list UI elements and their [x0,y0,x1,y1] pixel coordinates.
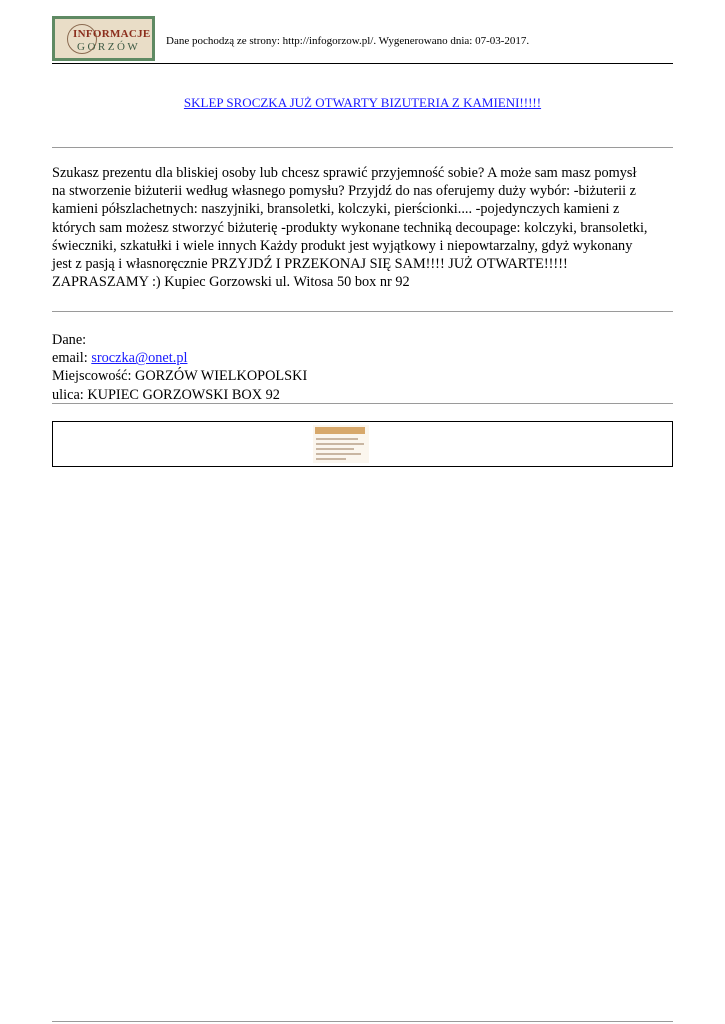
source-note: Dane pochodzą ze strony: http://infogorzow.pl/. Wygenerowano dnia: 07-03-2017. [166,35,530,47]
street-row: ulica: KUPIEC GORZOWSKI BOX 92 [52,386,280,403]
thumbnail-line [316,438,358,440]
body-line: jest z pasją i własnoręcznie PRZYJDŹ I PRZEKONAJ SIĘ SAM!!!! JUŻ OTWARTE!!!!! [52,256,568,273]
title-divider [52,147,673,148]
article-body [52,164,677,291]
shop-thumbnail-image[interactable] [313,425,369,463]
logo-background [55,19,152,58]
article-title-link[interactable]: SKLEP SROCZKA JUŻ OTWARTY BIZUTERIA Z KAMIENI!!!!! [183,95,542,110]
thumbnail-line [316,453,361,455]
thumbnail-line [316,448,354,450]
email-link[interactable]: sroczka@onet.pl [91,350,188,367]
header-divider [52,63,673,64]
footer-divider [52,1021,673,1022]
body-line: Szukasz prezentu dla bliskiej osoby lub chcesz sprawić przyjemność sobie? A może sam masz pomysł [52,165,637,181]
body-line: na stworzenie biżuterii według własnego pomysłu? Przyjdź do nas oferujemy duży wybór: -biżuterii z [52,183,637,200]
body-line: kamieni półszlachetnych: naszyjniki, bransoletki, kolczyki, pierścionki.... -pojedynczych kamieni z [52,201,620,218]
image-frame [52,421,673,467]
body-line: ZAPRASZAMY :) Kupiec Gorzowski ul. Witosa 50 box nr 92 [52,274,410,291]
logo-text-top: INFORMACJE [73,28,151,40]
thumbnail-banner [315,427,365,434]
details-heading: Dane: [52,332,87,348]
thumbnail-line [316,443,364,445]
email-row [52,349,673,367]
body-divider [52,311,673,312]
logo-text-bottom: GORZÓW [77,41,141,53]
body-line: których sam możesz stworzyć biżuterię -produkty wykonane techniką decoupage: kolczyki, bransoletki, [52,219,648,236]
contact-details [52,331,673,404]
email-label: email: [52,350,92,367]
body-line: świeczniki, szkatułki i wiele innych Każdy produkt jest wyjątkowy i niepowtarzalny, gdyż wykonany [52,237,633,254]
details-divider [52,403,673,404]
site-logo [52,16,155,61]
thumbnail-line [316,458,346,460]
city-row: Miejscowość: GORZÓW WIELKOPOLSKI [52,368,308,385]
